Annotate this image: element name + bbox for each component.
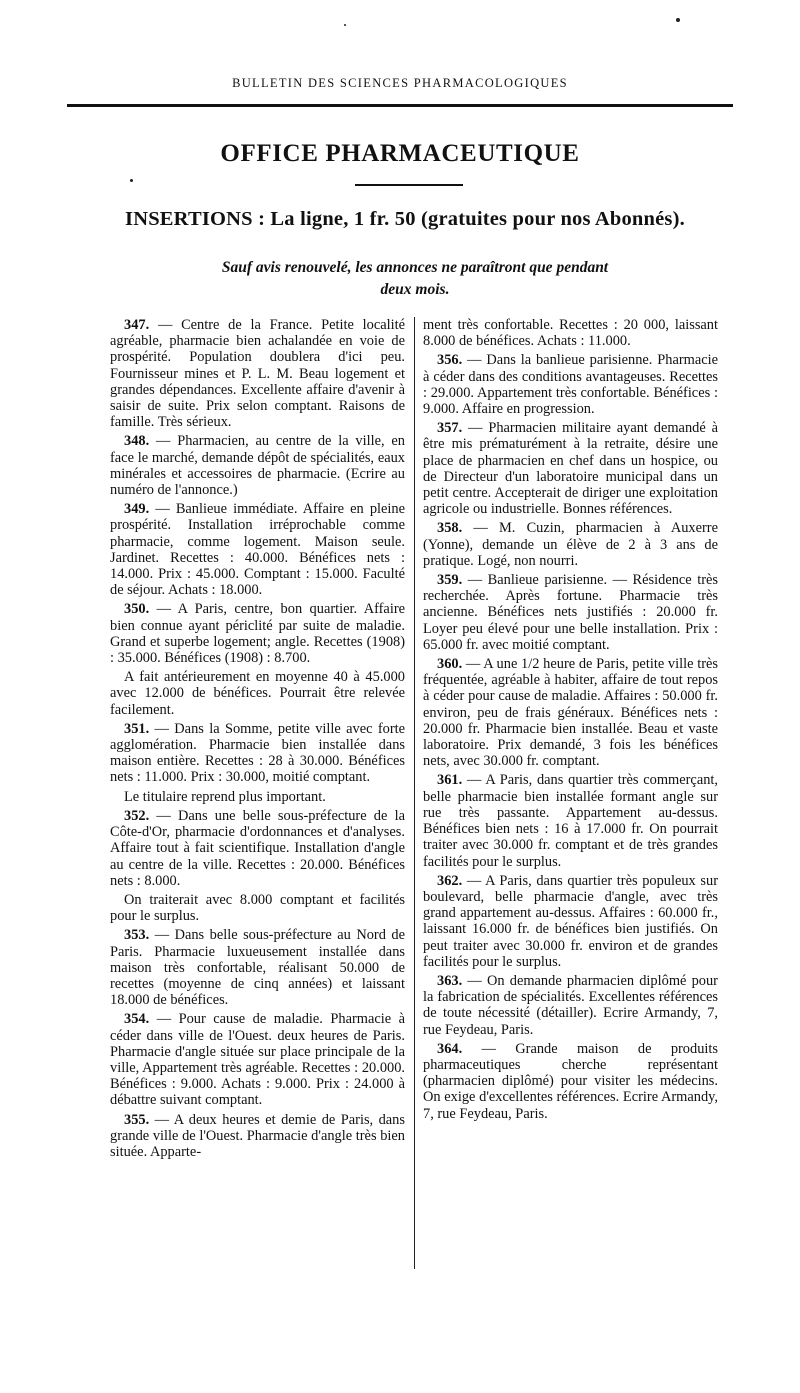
ad-number: 353. [124,927,150,944]
classified-ad [423,520,718,569]
insertion-rates: INSERTIONS : La ligne, 1 fr. 50 (gratuites pour nos Abonnés). [125,208,685,230]
ad-number: 356. [437,352,463,369]
column-divider [414,317,415,1269]
ad-number: 357. [437,420,463,437]
ad-number: 352. [124,807,150,824]
ad-text: — On demande pharmacien diplômé pour la fabrication de spécialités. Excellentes références de toute nécessité (détailler). Ecrire Armandy, 7, rue Feydeau, Paris. [423,972,718,1038]
ad-text: — Dans la Somme, petite ville avec forte agglomération. Pharmacie bien installée dans maison entière. Recettes : 28 à 30.000. Bénéfices nets : 11.000. Prix : 30.000, moitié comptant. [110,720,405,786]
ad-text: — Dans une belle sous-préfecture de la Côte-d'Or, pharmacie d'ordonnances et d'analyses. Affaire tout à fait scientifique. Installation d'angle au centre de la ville. Recettes : 20.000. Bénéfices nets : 8.000. [110,807,405,889]
ad-text: — A Paris, dans quartier très commerçant, belle pharmacie bien installée formant angle sur rue très passante. Appartement au-dessus. Bénéfices bien nets : 16 à 17.000 fr. On pourrait traiter avec 30.000 fr. comptant et de très grandes facilités pour le surplus. [423,772,718,870]
classified-ad [423,873,718,970]
ad-text: On traiterait avec 8.000 comptant et facilités pour le surplus. [110,891,405,925]
ad-number: 355. [124,1111,150,1128]
classified-ad [110,669,405,718]
classified-ad [423,1041,718,1122]
classified-ad [110,501,405,598]
ad-text: — A deux heures et demie de Paris, dans grande ville de l'Ouest. Pharmacie d'angle très bien située. Apparte- [110,1111,405,1160]
classified-ad [110,808,405,889]
classified-ad [423,772,718,869]
ad-number: 347. [124,317,150,333]
ad-number: 361. [437,772,463,789]
print-speck [130,179,133,182]
classified-ad [110,317,405,430]
ad-number: 358. [437,520,463,537]
ad-text: — Banlieue immédiate. Affaire en pleine prospérité. Installation irréprochable comme pharmacie, comme logement. Maison seule. Jardinet. Recettes : 40.000. Bénéfices nets : 14.000. Prix : 45.000. Comptant : 15.000. Faculté de séjour. Achats : 18.000. [110,501,405,599]
left-column [110,317,405,1163]
classified-ad [110,433,405,498]
ad-number: 351. [124,720,150,737]
classified-ad [110,789,405,805]
print-speck [676,18,680,22]
ad-text: — A Paris, centre, bon quartier. Affaire bien connue ayant périclité par suite de maladie. Grand et superbe logement; angle. Recettes (1908) : 35.000. Bénéfices (1908) : 8.700. [110,601,405,667]
classified-ad [110,1112,405,1161]
ad-text: — Grande maison de produits pharmaceutiques cherche représentant (pharmacien diplômé) pour visiter les médecins. On exige d'excellentes références. Ecrire Armandy, 7, rue Feydeau, Paris. [423,1040,718,1122]
classified-ad [423,420,718,517]
ad-number: 360. [437,656,463,673]
ad-text: ment très confortable. Recettes : 20 000, laissant 8.000 de bénéfices. Achats : 11.000. [423,317,718,350]
classified-ad [110,927,405,1008]
classified-ad [423,317,718,349]
classified-ad [110,601,405,666]
ad-text: Le titulaire reprend plus important. [124,788,326,805]
ad-text: — Banlieue parisienne. — Résidence très recherchée. Après fortune. Pharmacie très ancienne. Bénéfices nets justifiés : 20.000 fr. Loyer peu élevé pour une belle installation. Prix : 65.000 fr. avec moitié comptant. [423,572,718,653]
ad-number: 362. [437,872,463,889]
ad-text: — A une 1/2 heure de Paris, petite ville très fréquentée, agréable à habiter, affaire de tout repos à céder pour cause de maladie. Affaires : 50.000 fr. environ, peu de frais généraux. Bénéfices nets : 20.000 fr. Pharmacie bien installée. Beau et vaste laboratoire. Prix demandé, 3 fois les bénéfices nets, avec 30.000 fr. comptant. [423,656,718,770]
ad-text: — Centre de la France. Petite localité agréable, pharmacie bien achalandée en voie de prospérité. Population doublera d'ici peu. Fournisseur mines et P. L. M. Beau logement et grandes dépendances. Excellente affaire d'avenir à saisir de suite. Prix selon comptant. Raisons de famille. Très sérieux. [110,317,405,431]
header-rule [67,104,733,107]
ad-text: — Pharmacien, au centre de la ville, en face le marché, demande dépôt de spécialités, eaux minérales et accessoires de pharmacie. (Ecrire au numéro de l'annonce.) [110,433,405,499]
page-title: OFFICE PHARMACEUTIQUE [220,140,580,167]
ad-text: A fait antérieurement en moyenne 40 à 45.000 avec 12.000 de bénéfices. Pourrait être relevée facilement. [110,669,405,718]
ad-number: 364. [437,1040,463,1057]
ad-number: 348. [124,433,150,450]
classified-ad [110,1011,405,1108]
ad-text: — Pour cause de maladie. Pharmacie à céder dans ville de l'Ouest. deux heures de Paris. Pharmacie d'angle située sur place principale de la ville, Appartement très agréable. Recettes : 20.000. Bénéfices : 9.000. Achats : 9.000. Prix : 24.000 à débattre suivant comptant. [110,1011,405,1109]
ad-text: — A Paris, dans quartier très populeux sur boulevard, belle pharmacie d'angle, avec très grand appartement au-dessus. Affaires : 60.000 fr., laissant 16.000 fr. de bénéfices bien justifiés. On peut traiter avec 30.000 fr. environ et de grandes facilités pour le surplus. [423,872,718,970]
classified-ad [423,656,718,769]
classified-ad [423,352,718,417]
classified-ad [110,721,405,786]
ad-text: — Dans belle sous-préfecture au Nord de Paris. Pharmacie luxueusement installée dans maison très confortable, réalisant 50.000 de recettes (moyenne de cinq années) et laissant 18.000 de bénéfices. [110,927,405,1009]
classified-ad [423,973,718,1038]
ad-number: 359. [437,572,463,589]
ad-number: 350. [124,601,150,618]
print-speck [344,24,346,26]
right-column [423,317,718,1125]
ad-text: — Dans la banlieue parisienne. Pharmacie à céder dans des conditions avantageuses. Recettes : 29.000. Appartement très confortable. Bénéfices : 9.000. Affaire en progression. [423,352,718,418]
running-header: BULLETIN DES SCIENCES PHARMACOLOGIQUES [232,76,568,90]
classified-ad [423,572,718,653]
classified-ad [110,892,405,924]
ad-number: 349. [124,501,150,518]
title-rule [355,184,463,186]
publication-notice: Sauf avis renouvelé, les annonces ne paraîtront que pendant deux mois. [221,259,609,298]
ad-number: 363. [437,972,463,989]
ad-number: 354. [124,1011,150,1028]
ad-text: — Pharmacien militaire ayant demandé à être mis prématurément à la retraite, désire une place de pharmacien en chef dans un hospice, ou de Directeur d'un laboratoire municipal dans un petit centre. Accepterait de diriger une exploitation agricole ou industrielle. Bonnes références. [423,420,718,518]
ad-text: — M. Cuzin, pharmacien à Auxerre (Yonne), demande un élève de 2 à 3 ans de pratique. Logé, non nourri. [423,520,718,569]
